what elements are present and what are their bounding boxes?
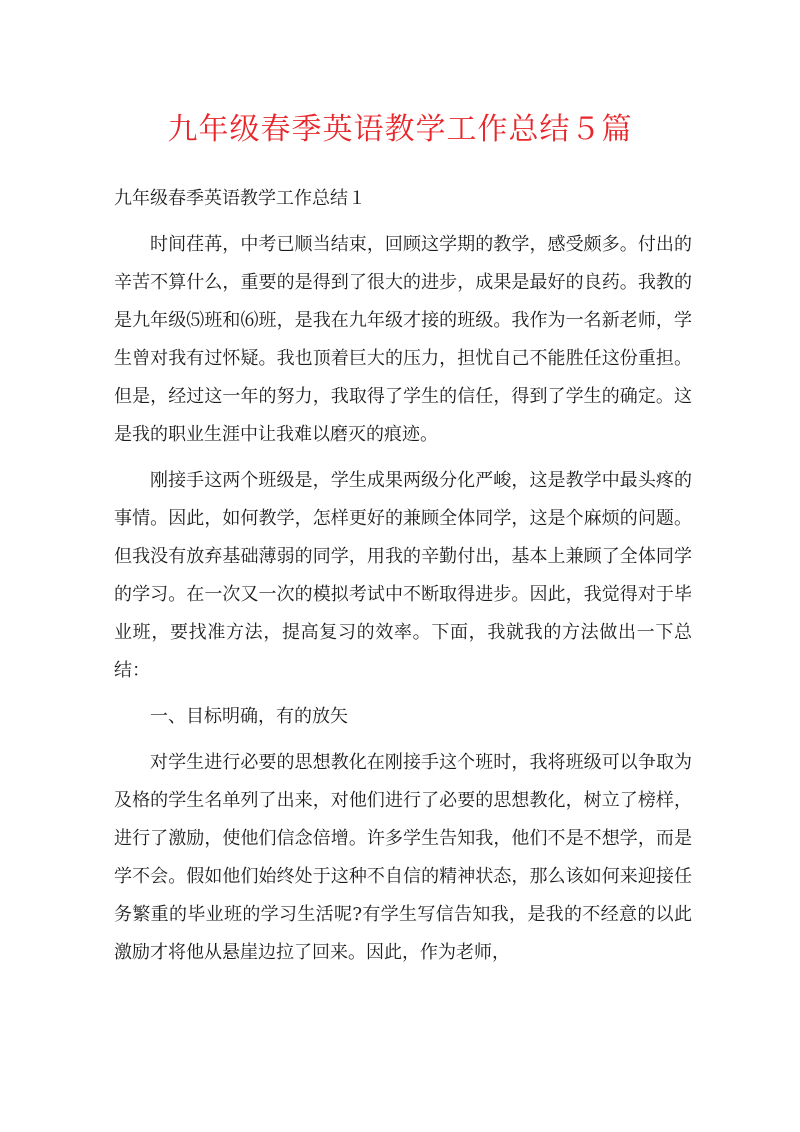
paragraph-1: 时间荏苒，中考已顺当结束，回顾这学期的教学，感受颇多。付出的辛苦不算什么，重要的是得到了很大的进步，成果是最好的良药。我教的是九年级⑸班和⑹班，是我在九年级才接的班级。我作为一名新老师，学生曾对我有过怀疑。我也顶着巨大的压力，担忧自己不能胜任这份重担。但是，经过这一年的努力，我取得了学生的信任，得到了学生的确定。这是我的职业生涯中让我难以磨灭的痕迹。 — [114, 234, 692, 445]
paragraph-3: 对学生进行必要的思想教化在刚接手这个班时，我将班级可以争取为及格的学生名单列了出来，对他们进行了必要的思想教化，树立了榜样，进行了激励，使他们信念倍增。许多学生告知我，他们不是不想学，而是学不会。假如他们始终处于这种不自信的精神状态，那么该如何来迎接任务繁重的毕业班的学习生活呢?有学生写信告知我，是我的不经意的以此激励才将他从悬崖边拉了回来。因此，作为老师， — [114, 752, 692, 963]
section-heading: 一、目标明确，有的放矢 — [150, 706, 348, 727]
document-title: 九年级春季英语教学工作总结５篇 — [167, 112, 633, 147]
section-subtitle: 九年级春季英语教学工作总结１ — [114, 188, 366, 209]
document-body — [114, 180, 692, 980]
paragraph-2: 刚接手这两个班级是，学生成果两级分化严峻，这是教学中最头疼的事情。因此，如何教学，怎样更好的兼顾全体同学，这是个麻烦的问题。但我没有放弃基础薄弱的同学，用我的辛勤付出，基本上兼顾了全体同学的学习。在一次又一次的模拟考试中不断取得进步。因此，我觉得对于毕业班，要找准方法，提高复习的效率。下面，我就我的方法做出一下总结： — [114, 470, 692, 681]
